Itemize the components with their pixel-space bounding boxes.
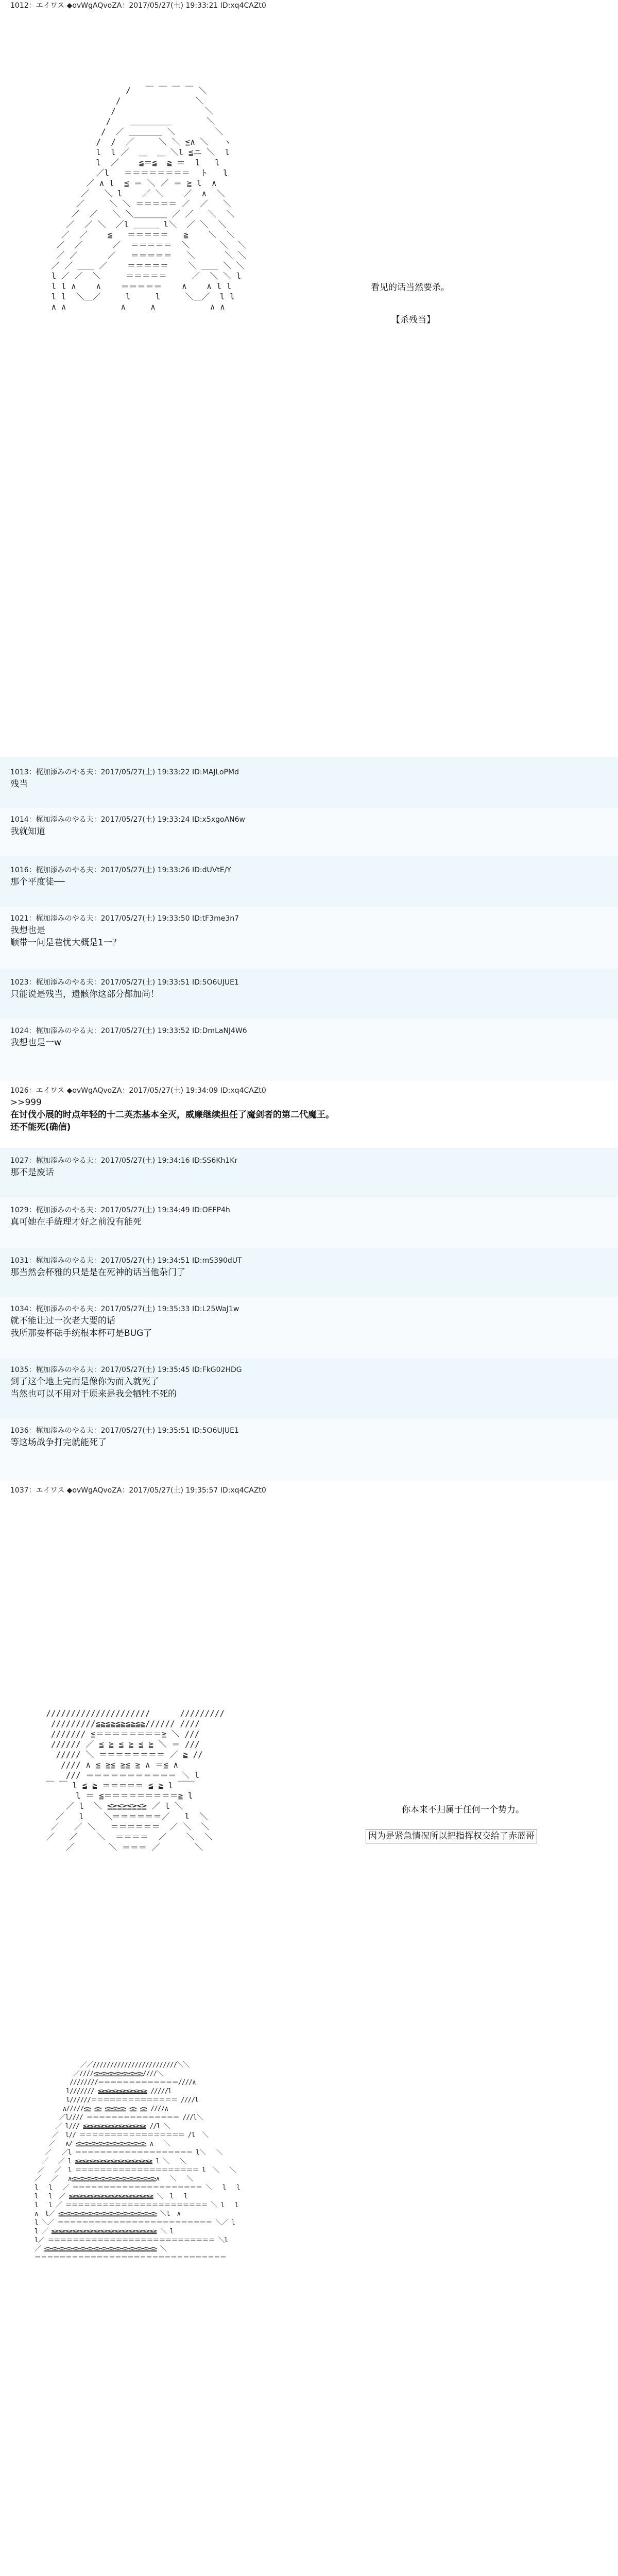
post-header: 1024：梶加添みのやる夫：2017/05/27(土) 19:33:52 ID:DmLaNJ4W6	[10, 1027, 247, 1035]
aa-note-4: 因为是紧急情况所以把指挥权交给了赤蓝哥	[366, 1829, 537, 1843]
post-1014	[0, 808, 618, 856]
post-1029	[0, 1197, 618, 1248]
post-1034	[0, 1297, 618, 1358]
post-line: >>999	[10, 1097, 42, 1108]
post-line: 在讨伐小展的时点年轻的十二英杰基本全灭，威廉继续担任了魔剑者的第二代魔王。	[10, 1110, 334, 1120]
post-header: 1034：梶加添みのやる夫：2017/05/27(土) 19:35:33 ID:L25WaJ1w	[10, 1305, 239, 1313]
post-header: 1031：梶加添みのやる夫：2017/05/27(土) 19:34:51 ID:mS390dUT	[10, 1257, 242, 1265]
post-line: 我想也是	[10, 925, 45, 936]
post-line: 就不能让过一次老大要的话	[10, 1316, 115, 1326]
post-header: 1014：梶加添みのやる夫：2017/05/27(土) 19:33:24 ID:x5xgoAN6w	[10, 816, 245, 824]
post-header: 1016：梶加添みのやる夫：2017/05/27(土) 19:33:26 ID:dUVtE/Y	[10, 866, 231, 874]
post-1036	[0, 1419, 618, 1481]
post-line: 那不是废话	[10, 1167, 54, 1178]
post-header: 1023：梶加添みのやる夫：2017/05/27(土) 19:33:51 ID:5O6UJUE1	[10, 978, 239, 987]
post-line: 只能说是残当，遗骸你这部分都加尚！	[10, 989, 159, 999]
post-header: 1026：エイワス ◆ovWgAQvoZA：2017/05/27(土) 19:34:09 ID:xq4CAZt0	[10, 1087, 266, 1095]
aa-note-3: 你本来不归属于任何一个势力。	[402, 1805, 524, 1815]
post-header: 1029：梶加添みのやる夫：2017/05/27(土) 19:34:49 ID:OEFP4h	[10, 1206, 230, 1214]
post-header: 1036：梶加添みのやる夫：2017/05/27(土) 19:35:51 ID:5O6UJUE1	[10, 1427, 239, 1435]
ascii-art-figure-1: / ￣ ￣ ￣ ￣ ＼ / ＼ / ＼ / ＿＿＿＿＿ ＼ / ／ ＿＿＿＿ ＼ ＼ / / ／ ＼ ＼ ≦∧ ＼ ヽ l l ／ ＿ ＿ ＼l ≦ニ ＼ l l ／ ≦＝≦ ≧ ＝ l l ／l ＝＝＝＝＝＝＝＝ ト l ／ ∧ l ≦ ＝ ＼ ／ ＝ ≧ l ∧ ／ ＼ l ／ ＼ ／ ∧ ＼ ／ ＼ ＼ ＝＝＝＝＝ ／ ／ ＼ ／ ／ ＼ ＼＿＿＿＿ ／ ／ ＼ ＼ ／ ／ ＼ ／l ＿＿＿ l＼ ／ ＼ ＼ ／ ／ ≦ ＝＝＝＝＝ ≧ ＼ ＼ ／ ／ ／ ＝＝＝＝＝ ＼ ＼ ＼ ／ ／ ／ ＝＝＝＝＝ ＼ ＼ ＼ ／ ／ ＿＿ ／ ＝＝＝＝＝ ＼ ＿＿ ＼ ＼ l ／ ／ ＼ ＝＝＝＝＝ ／ ＼ ＼ l l l ∧ ∧ ＝＝＝＝＝ ∧ ∧ l l l l ＼＿／ l l ＼＿／ l l ∧ ∧ ∧ ∧ ∧ ∧	[51, 86, 246, 312]
post-header: 1037：エイワス ◆ovWgAQvoZA：2017/05/27(土) 19:35:57 ID:xq4CAZt0	[10, 1486, 266, 1495]
post-line: 我想也是一w	[10, 1038, 61, 1048]
post-1024	[0, 1019, 618, 1081]
post-line: 还不能死(确信)	[10, 1122, 71, 1132]
post-header: 1012：エイワス ◆ovWgAQvoZA：2017/05/27(土) 19:33:21 ID:xq4CAZt0	[10, 2, 266, 10]
post-line: 顺带一问是巷忧大概是1一？	[10, 938, 121, 948]
post-line: 残当	[10, 779, 28, 789]
aa-note-2: 【杀残当】	[391, 315, 435, 325]
post-line: 等这场战争打完就能死了	[10, 1437, 107, 1448]
post-1013	[0, 757, 618, 808]
aa-note-1: 看见的话当然要杀。	[371, 282, 450, 293]
post-1021	[0, 907, 618, 969]
post-line: 我就知道	[10, 826, 45, 837]
ascii-art-figure-3: ＿＿＿＿＿＿＿＿＿＿＿ ／／////////////////////////＼＼ ／////≦≧≦≧≦≧≦≧≦≧≦≧≦≧////＼ ////////＝＝＝＝＝＝＝＝＝＝＝＝＝////∧ l/////// ≦≧≦≧≦≧≦≧≦≧≦≧≦≧ /////l l//////＝＝＝＝＝＝＝＝＝＝＝＝＝＝ ////l ∧/////≦≧ ≦≧ ≦≧≦≧≦≧ ≦≧ ≦≧ ////∧ ／l//// ＝＝＝＝＝＝＝＝＝＝＝＝＝＝＝ ///l＼ ／ l/// ≦≧≦≧≦≧≦≧≦≧≦≧≦≧≦≧≦≧ //l ＼ ／ l// ＝＝＝＝＝＝＝＝＝＝＝＝＝＝＝＝＝ /l ＼ ／ ∧/ ≦≧≦≧≦≧≦≧≦≧≦≧≦≧≦≧≦≧≦≧ ∧ ＼ ／ ／l ＝＝＝＝＝＝＝＝＝＝＝＝＝＝＝＝＝＝＝ l＼ ＼ ／ ／ l ≦≧≦≧≦≧≦≧≦≧≦≧≦≧≦≧≦≧≦≧≦≧ l ＼ ＼ ／ ／ l ＝＝＝＝＝＝＝＝＝＝＝＝＝＝＝＝＝＝＝＝ l ＼ ＼ ／ ／ ∧≦≧≦≧≦≧≦≧≦≧≦≧≦≧≦≧≦≧≦≧≦≧≦≧∧ ＼ ＼ l l ／ ＝＝＝＝＝＝＝＝＝＝＝＝＝＝＝＝＝＝＝＝＝ ＼ l l l l ／ ≦≧≦≧≦≧≦≧≦≧≦≧≦≧≦≧≦≧≦≧≦≧≦≧ ＼ l l l l ／ ＝＝＝＝＝＝＝＝＝＝＝＝＝＝＝＝＝＝＝＝＝＝＝ ＼ l l ∧ l／ ≦≧≦≧≦≧≦≧≦≧≦≧≦≧≦≧≦≧≦≧≦≧≦≧≦≧≦≧ ＼l ∧ l ＼／ ＝＝＝＝＝＝＝＝＝＝＝＝＝＝＝＝＝＝＝＝＝＝＝＝＝ ＼／ l l ／ ≦≧≦≧≦≧≦≧≦≧≦≧≦≧≦≧≦≧≦≧≦≧≦≧≦≧≦≧≦≧ ＼ l l／ ＝＝＝＝＝＝＝＝＝＝＝＝＝＝＝＝＝＝＝＝＝＝＝＝＝＝＝ ＼l ／ ≦≧≦≧≦≧≦≧≦≧≦≧≦≧≦≧≦≧≦≧≦≧≦≧≦≧≦≧≦≧≦≧ ＼ ＝＝＝＝＝＝＝＝＝＝＝＝＝＝＝＝＝＝＝＝＝＝＝＝＝＝＝＝＝＝＝	[34, 2053, 240, 2262]
post-header: 1013：梶加添みのやる夫：2017/05/27(土) 19:33:22 ID:MAJLoPMd	[10, 768, 239, 776]
post-line: 我所那要杯砝手统根本杯可是BUG了	[10, 1328, 152, 1338]
ascii-art-figure-2: ///////////////////// ///////// /////////≦≧≦≧≦≧≦≧≦≧////// //// /////// ≦＝＝＝＝＝＝＝＝≧ ＼ /// ////// ／ ≦ ≧ ≦ ≧ ≦ ≧ ＼ ＝ /// ///// ＼ ＝＝＝＝＝＝＝＝ ／ ≧ // //// ∧ ≦ ≧≦ ≧≦ ≧ ∧ ＝≦ ∧ /// ＝＝＝＝＝＝＝＝＝＝＝ ＼ l ￣ ￣ l ≦ ≧ ＝＝＝＝＝ ≦ ≧ l ￣￣ l ＝ ≦＝＝＝＝＝＝＝＝＝≧ l ／ l ＼ ≦≧≦≧≦≧≦≧ ／ l ＼ ／ l ＼＝＝＝＝＝＝／ l ＼ ／ ／ ＼ ＝＝＝＝＝＝ ／ ＼ ＼ ／ ／ ＼ ＝＝＝＝ ／ ＼ ＼ ／ ＼ ＝＝＝ ／ ＼	[46, 1708, 225, 1852]
post-header: 1027：梶加添みのやる夫：2017/05/27(土) 19:34:16 ID:SS6Kh1Kr	[10, 1157, 238, 1165]
post-1037	[0, 1481, 618, 2576]
post-1031	[0, 1248, 618, 1297]
post-1016	[0, 856, 618, 907]
post-1026	[0, 1081, 618, 1148]
post-1023	[0, 969, 618, 1019]
post-line: 真可她在手統理才好之前没有能死	[10, 1217, 142, 1227]
post-line: 那个平度徒──	[10, 877, 65, 887]
post-line: 当然也可以不用对于原来是我会牺牲不死的	[10, 1389, 177, 1399]
post-header: 1035：梶加添みのやる夫：2017/05/27(土) 19:35:45 ID:FkG02HDG	[10, 1366, 242, 1374]
post-1027	[0, 1148, 618, 1197]
post-header: 1021：梶加添みのやる夫：2017/05/27(土) 19:33:50 ID:tF3me3n7	[10, 914, 239, 923]
post-line: 到了这个地上完而是像你为而入就死了	[10, 1377, 159, 1387]
post-1035	[0, 1358, 618, 1419]
post-line: 那当然会杯雅的只是是在死神的话当他杂门了	[10, 1267, 185, 1278]
